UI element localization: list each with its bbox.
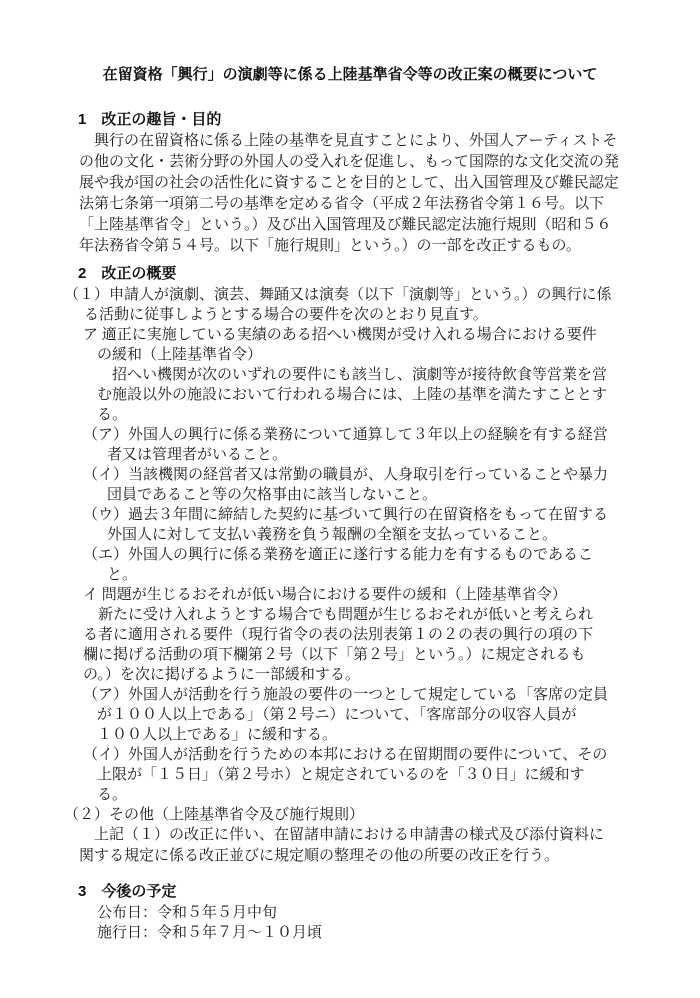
doc-line: る。: [97, 407, 128, 423]
doc-line: 展や我が国の社会の活性化に資することを目的として、出入国管理及び難民認定: [79, 175, 619, 191]
doc-line: （ア）外国人の興行に係る業務について通算して３年以上の経験を有する経営: [83, 427, 608, 443]
doc-line: 上記（１）の改正に伴い、在留諸申請における申請書の様式及び添付資料に: [94, 827, 605, 843]
doc-line: 招へい機関が次のいずれの要件にも該当し、演劇等が接待飲食等営業を営: [112, 367, 608, 383]
document-title: 在留資格「興行」の演劇等に係る上陸基準省令等の改正案の概要について: [102, 66, 598, 83]
doc-line: （２）その他（上陸基準省令及び施行規則）: [64, 807, 365, 823]
section-heading: 2 改正の概要: [78, 265, 177, 282]
doc-line: （ア）外国人が活動を行う施設の要件の一つとして規定している「客席の定員: [83, 687, 609, 703]
doc-line: る者に適用される要件（現行省令の表の法別表第１の２の表の興行の項の下: [83, 627, 594, 643]
doc-line: 者又は管理者がいること。: [107, 447, 288, 463]
doc-line: 法第七条第一項第二号の基準を定める省令（平成２年法務省令第１６号。以下: [79, 196, 605, 212]
doc-line: 上限が「１５日」（第２号ホ）と規定されているのを「３０日」に緩和す: [97, 767, 585, 783]
doc-line: イ 問題が生じるおそれが低い場合における要件の緩和（上陸基準省令）: [83, 587, 567, 603]
section-heading: 3 今後の予定: [78, 883, 177, 900]
doc-line: （１）申請人が演劇、演芸、舞踊又は演奏（以下「演劇等」という。）の興行に係: [64, 287, 612, 303]
doc-line: １００人以上である」に緩和する。: [97, 727, 338, 743]
doc-line: 欄に掲げる活動の項下欄第２号（以下「第２号」という。）に規定されるも: [83, 647, 586, 663]
doc-line: ア 適正に実施している実績のある招へい機関が受け入れる場合における要件: [83, 327, 597, 343]
doc-line: （ウ）過去３年間に締結した契約に基づいて興行の在留資格をもって在留する: [83, 507, 609, 523]
doc-line: の他の文化・芸術分野の外国人の受入れを促進し、もって国際的な文化交流の発: [79, 154, 620, 170]
doc-line: 関する規定に係る改正並びに規定順の整理その他の所要の改正を行う。: [79, 848, 560, 864]
doc-line: が１００人以上である」（第２号ニ）について、「客席部分の収容人員が: [97, 707, 577, 723]
document-body: [0, 85, 700, 943]
section-heading: 1 改正の趣旨・目的: [78, 111, 222, 128]
doc-line: 「上陸基準省令」という。）及び出入国管理及び難民認定法施行規則（昭和５６: [79, 217, 612, 233]
doc-line: 外国人に対して支払い義務を負う報酬の全額を支払っていること。: [107, 527, 558, 543]
doc-line: る活動に従事しようとする場合の要件を次のとおり見直す。: [84, 307, 488, 323]
doc-line: 団員であること等の欠格事由に該当しないこと。: [107, 487, 438, 503]
doc-line: 年法務省令第５４号。以下「施行規則」という。）の一部を改正するもの。: [79, 238, 581, 254]
doc-line: と。: [107, 567, 138, 583]
doc-line: （イ）当該機関の経営者又は常勤の職員が、人身取引を行っていることや暴力: [83, 467, 609, 483]
doc-line: 公布日：令和５年５月中旬: [97, 905, 278, 921]
doc-line: の。）を次に掲げるように一部緩和する。: [83, 667, 360, 683]
doc-line: の緩和（上陸基準省令）: [97, 347, 263, 363]
doc-line: （エ）外国人の興行に係る業務を適正に遂行する能力を有するものであるこ: [83, 547, 594, 563]
spacer: [0, 867, 700, 881]
doc-line: む施設以外の施設において行われる場合には、上陸の基準を満たすこととす: [97, 387, 608, 403]
doc-line: （イ）外国人が活動を行うための本邦における在留期間の要件について、その: [83, 747, 608, 763]
doc-line: 施行日：令和５年７月～１０月頃: [97, 925, 323, 941]
spacer: [0, 85, 700, 109]
doc-line: 興行の在留資格に係る上陸の基準を見直すことにより、外国人アーティストそ: [94, 133, 618, 149]
doc-line: 新たに受け入れようとする場合でも問題が生じるおそれが低いと考えられ: [98, 607, 594, 623]
doc-line: る。: [97, 787, 128, 803]
